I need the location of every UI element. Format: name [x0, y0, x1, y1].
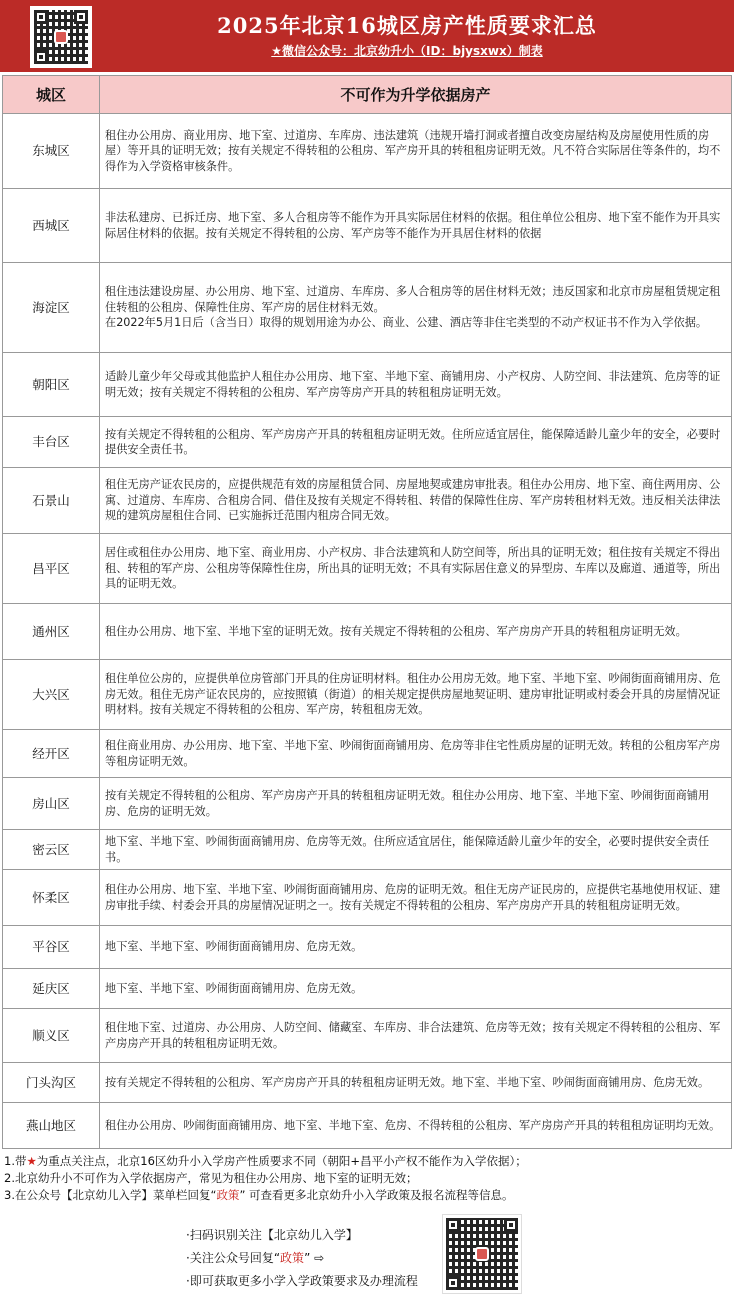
header-banner [0, 0, 734, 72]
table-row [3, 1009, 732, 1063]
table-row [3, 534, 732, 604]
district-cell: 通州区 [3, 604, 100, 660]
footer [0, 1212, 734, 1298]
district-cell: 顺义区 [3, 1009, 100, 1063]
table-row [3, 730, 732, 778]
district-cell: 延庆区 [3, 969, 100, 1009]
policy-table [2, 75, 732, 1149]
policy-cell: 租住无房产证农民房的，应提供规范有效的房屋租赁合同、房屋地契或建房审批表。租住办公用房、地下室、商住两用房、公寓、过道房、车库房、合租房合同、借住及按有关规定不得转租、转借的保障性住房、军产房转租材料无效。违反相关法律法规的建筑房屋租住合同、已实施拆迁范围内租房合同无效。 [100, 468, 732, 534]
policy-cell: 租住办公用房、地下室、半地下室的证明无效。按有关规定不得转租的公租房、军产房房产开具的转租租房证明无效。 [100, 604, 732, 660]
table-row [3, 969, 732, 1009]
column-header-district: 城区 [3, 76, 100, 114]
keyword-policy: 政策 [280, 1251, 305, 1265]
note-1: 1.带★为重点关注点，北京16区幼升小入学房产性质要求不同（朝阳+昌平小产权不能作为入学依据）； [4, 1154, 527, 1168]
column-header-property: 不可作为升学依据房产 [100, 76, 732, 114]
qr-code-icon[interactable] [442, 1214, 522, 1294]
page-subtitle [100, 42, 714, 59]
district-cell: 平谷区 [3, 926, 100, 969]
policy-cell: 租住办公用房、吵闹街面商铺用房、地下室、半地下室、危房、不得转租的公租房、军产房房产开具的转租租房证明均无效。 [100, 1103, 732, 1149]
district-cell: 丰台区 [3, 417, 100, 468]
district-cell: 海淀区 [3, 263, 100, 353]
policy-cell: 租住办公用房、地下室、半地下室、吵闹街面商铺用房、危房的证明无效。租住无房产证民房的，应提供宅基地使用权证、建房审批手续、村委会开具的房屋情况证明之一。按有关规定不得转租的公租房、军产房房产开具的转租租房证明无效。 [100, 870, 732, 926]
policy-cell: 租住单位公房的，应提供单位房管部门开具的住房证明材料。租住办公用房无效。地下室、半地下室、吵闹街面商铺用房、危房无效。租住无房产证农民房的，应按照镇（街道）的相关规定提供房屋地契证明、建房审批证明或村委会开具的房屋情况证明材料。按有关规定不得转租的公租房、军产房，转租租房无效。 [100, 660, 732, 730]
table-header-row [3, 76, 732, 114]
policy-cell: 按有关规定不得转租的公租房、军产房房产开具的转租租房证明无效。租住办公用房、地下室、半地下室、吵闹街面商铺用房、危房的证明无效。 [100, 778, 732, 830]
footer-line-3: ·即可获取更多小学入学政策要求及办理流程 [186, 1274, 418, 1288]
table-row [3, 926, 732, 969]
note-2: 2.北京幼升小不可作为入学依据房产，常见为租住办公用房、地下室的证明无效； [4, 1171, 418, 1185]
policy-cell: 居住或租住办公用房、地下室、商业用房、小产权房、非合法建筑和人防空间等，所出具的证明无效；租住按有关规定不得出租、转租的军产房、公租房等保障性住房，所出具的证明无效；不具有实际居住意义的异型房、车库以及廊道、通道等，所出具的证明无效。 [100, 534, 732, 604]
policy-cell: 租住地下室、过道房、办公用房、人防空间、储藏室、车库房、非合法建筑、危房等无效；按有关规定不得转租的公租房、军产房房产开具的转租租房证明无效。 [100, 1009, 732, 1063]
policy-cell: 地下室、半地下室、吵闹街面商铺用房、危房无效。 [100, 969, 732, 1009]
note-3: 3.在公众号【北京幼儿入学】菜单栏回复“政策” 可查看更多北京幼升小入学政策及报名流程等信息。 [4, 1188, 514, 1202]
footer-line-2: ·关注公众号回复“政策” ⇨ [186, 1251, 325, 1265]
table-row [3, 870, 732, 926]
notes [4, 1153, 730, 1204]
policy-cell: 按有关规定不得转租的公租房、军产房房产开具的转租租房证明无效。住所应适宜居住，能保障适龄儿童少年的安全，必要时提供安全责任书。 [100, 417, 732, 468]
policy-cell: 适龄儿童少年父母或其他监护人租住办公用房、地下室、半地下室、商铺用房、小产权房、人防空间、非法建筑、危房等的证明无效；按有关规定不得转租的公租房、军产房等房产开具的转租租房证明无效。 [100, 353, 732, 417]
district-cell: 密云区 [3, 830, 100, 870]
policy-cell: 按有关规定不得转租的公租房、军产房房产开具的转租租房证明无效。地下室、半地下室、吵闹街面商铺用房、危房无效。 [100, 1063, 732, 1103]
table-row [3, 189, 732, 263]
district-cell: 朝阳区 [3, 353, 100, 417]
district-cell: 西城区 [3, 189, 100, 263]
district-cell: 石景山 [3, 468, 100, 534]
table-row [3, 1103, 732, 1149]
table-row [3, 604, 732, 660]
table-row [3, 660, 732, 730]
district-cell: 门头沟区 [3, 1063, 100, 1103]
table-row [3, 114, 732, 189]
keyword-policy: 政策 [216, 1188, 240, 1202]
qr-code-icon[interactable] [30, 6, 92, 68]
page-title: 2025年北京16城区房产性质要求汇总 [217, 13, 597, 38]
table-row [3, 417, 732, 468]
policy-cell: 地下室、半地下室、吵闹街面商铺用房、危房等无效。住所应适宜居住，能保障适龄儿童少年的安全，必要时提供安全责任书。 [100, 830, 732, 870]
district-cell: 燕山地区 [3, 1103, 100, 1149]
table-row [3, 778, 732, 830]
star-icon: ★ [26, 1154, 37, 1168]
table-row [3, 353, 732, 417]
policy-cell: 租住办公用房、商业用房、地下室、过道房、车库房、违法建筑（违规开墙打洞或者擅自改变房屋结构及房屋使用性质的房屋）等开具的证明无效；按有关规定不得转租的公租房、军产房开具的转租租房证明无效。凡不符合实际居住等条件的，均不得作为入学资格审核条件。 [100, 114, 732, 189]
table-row [3, 263, 732, 353]
district-cell: 昌平区 [3, 534, 100, 604]
table-row [3, 830, 732, 870]
footer-text [186, 1224, 418, 1293]
policy-cell: 租住违法建设房屋、办公用房、地下室、过道房、车库房、多人合租房等的居住材料无效；违反国家和北京市房屋租赁规定租住转租的公租房、保障性住房、军产房的居住材料无效。 在2022年5月1日后（含当日）取得的规划用途为办公、商业、公建、酒店等非住宅类型的不动产权证书不作为入学依据。 [100, 263, 732, 353]
district-cell: 怀柔区 [3, 870, 100, 926]
policy-cell: 非法私建房、已拆迁房、地下室、多人合租房等不能作为开具实际居住材料的依据。租住单位公租房、地下室不能作为开具实际居住材料的依据。按有关规定不得转租的公房、军产房等不能作为开具居住材料的依据 [100, 189, 732, 263]
star-icon: ★ [271, 44, 283, 58]
district-cell: 经开区 [3, 730, 100, 778]
policy-cell: 租住商业用房、办公用房、地下室、半地下室、吵闹街面商铺用房、危房等非住宅性质房屋的证明无效。转租的公租房军产房等租房证明无效。 [100, 730, 732, 778]
district-cell: 东城区 [3, 114, 100, 189]
table-row [3, 1063, 732, 1103]
footer-line-1: ·扫码识别关注【北京幼儿入学】 [186, 1228, 358, 1242]
table-row [3, 468, 732, 534]
district-cell: 大兴区 [3, 660, 100, 730]
district-cell: 房山区 [3, 778, 100, 830]
policy-cell: 地下室、半地下室、吵闹街面商铺用房、危房无效。 [100, 926, 732, 969]
subtitle-text: 微信公众号：北京幼升小（ID：bjysxwx）制表 [282, 44, 543, 58]
